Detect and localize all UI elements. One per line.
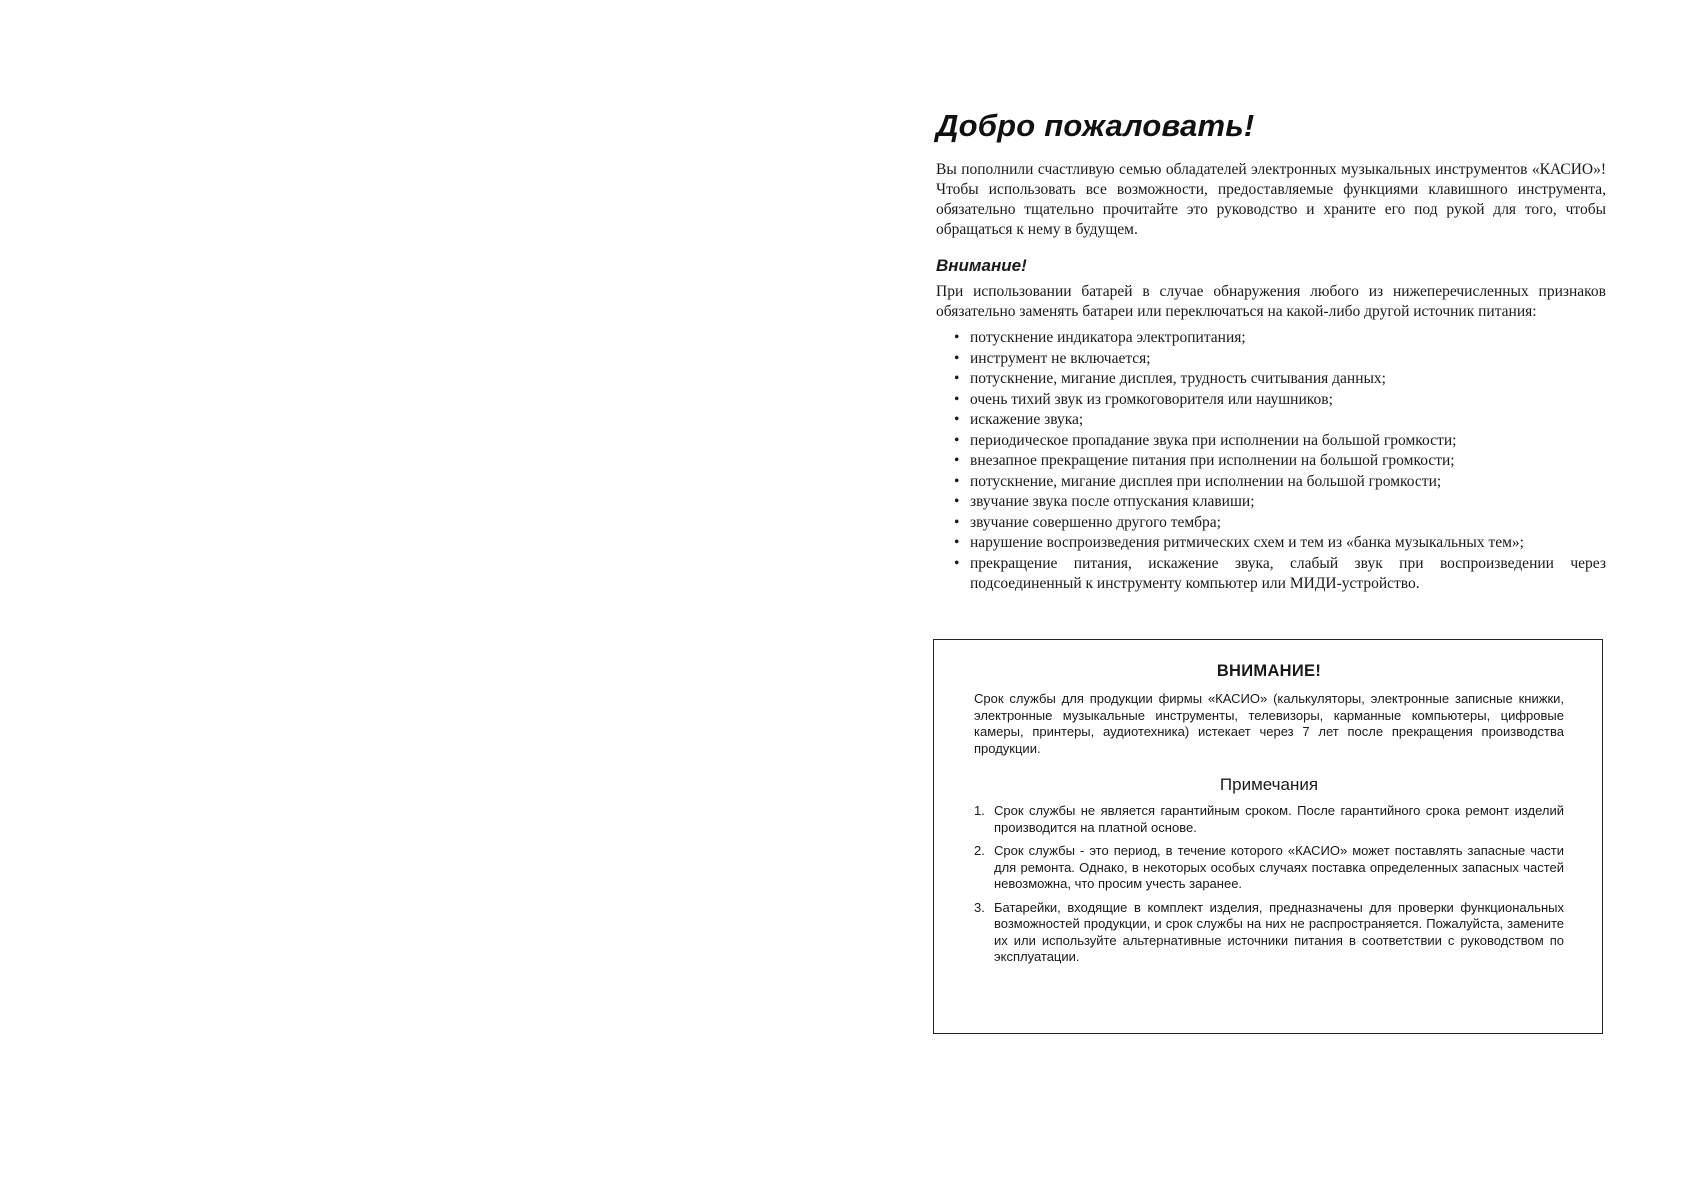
note-number: 1. xyxy=(974,803,985,818)
bullet-icon: • xyxy=(954,493,960,510)
bullet-icon: • xyxy=(954,411,960,428)
list-item: • потускнение, мигание дисплея, трудность считывания данных; xyxy=(954,369,1606,390)
bullet-icon: • xyxy=(954,349,960,367)
list-item xyxy=(974,843,1564,893)
list-item: • звучание звука после отпускания клавиши; xyxy=(954,492,1606,513)
service-life-notice-box xyxy=(933,639,1603,1034)
list-item: • очень тихий звук из громкоговорителя или наушников; xyxy=(954,390,1606,411)
bullet-icon: • xyxy=(954,370,960,387)
bullet-icon: • xyxy=(954,431,960,449)
intro-paragraph: Вы пополнили счастливую семью обладателей электронных музыкальных инструментов «КАСИО»! Чтобы использовать все возможности, предоставляемые функциями клавишного инструмента, обязательно тщательно прочитайте это руководство и храните его под рукой для того, чтобы обращаться к нему в будущем. xyxy=(936,161,1606,238)
note-text: Срок службы - это период, в течение которого «КАСИО» может поставлять запасные части для ремонта. Однако, в некоторых особых случаях поставка определенных запасных частей невозможна, что просим учесть заранее. xyxy=(994,843,1564,891)
warning-heading: Внимание! xyxy=(936,256,1027,275)
symptom-list xyxy=(936,328,1606,595)
bullet-icon: • xyxy=(954,554,960,572)
note-text: Срок службы не является гарантийным сроком. После гарантийного срока ремонт изделий производится на платной основе. xyxy=(994,803,1564,835)
bullet-icon: • xyxy=(954,329,960,346)
warning-paragraph: При использовании батарей в случае обнаружения любого из нижеперечисленных признаков обязательно заменять батареи или переключаться на какой-либо другой источник питания: xyxy=(936,283,1606,320)
welcome-page xyxy=(936,108,1606,595)
list-item: • звучание совершенно другого тембра; xyxy=(954,513,1606,534)
note-text: Батарейки, входящие в комплект изделия, предназначены для проверки функциональных возможностей продукции, и срок службы на них не распространяется. Пожалуйста, замените их или используйте альтернативные источники питания в соответствии с руководством по эксплуатации. xyxy=(994,899,1564,964)
bullet-icon: • xyxy=(954,472,960,490)
list-item: • искажение звука; xyxy=(954,410,1606,431)
bullet-icon: • xyxy=(954,390,960,408)
list-item: • инструмент не включается; xyxy=(954,349,1606,370)
note-number: 3. xyxy=(974,899,985,915)
page-title: Добро пожаловать! xyxy=(936,108,1255,143)
list-item xyxy=(974,900,1564,966)
list-item: • нарушение воспроизведения ритмических схем и тем из «банка музыкальных тем»; xyxy=(954,533,1606,554)
list-item: • потускнение, мигание дисплея при исполнении на большой громкости; xyxy=(954,472,1606,493)
bullet-icon: • xyxy=(954,513,960,531)
list-item xyxy=(974,803,1564,836)
bullet-icon: • xyxy=(954,534,960,551)
notice-title: ВНИМАНИЕ! xyxy=(1216,662,1322,680)
notes-title: Примечания xyxy=(1219,775,1319,794)
notice-paragraph: Срок службы для продукции фирмы «КАСИО» (калькуляторы, электронные записные книжки, электронные музыкальные инструменты, телевизоры, карманные компьютеры, цифровые камеры, принтеры, аудиотехника) истекает через 7 лет после прекращения производства продукции. xyxy=(974,691,1564,756)
notes-list xyxy=(974,803,1564,966)
bullet-icon: • xyxy=(954,452,960,469)
list-item: • прекращение питания, искажение звука, слабый звук при воспроизведении через подсоединенный к инструменту компьютер или МИДИ-устройство. xyxy=(954,554,1606,592)
list-item: • потускнение индикатора электропитания; xyxy=(954,328,1606,349)
list-item: • внезапное прекращение питания при исполнении на большой громкости; xyxy=(954,451,1606,472)
list-item: • периодическое пропадание звука при исполнении на большой громкости; xyxy=(954,431,1606,452)
note-number: 2. xyxy=(974,843,985,858)
